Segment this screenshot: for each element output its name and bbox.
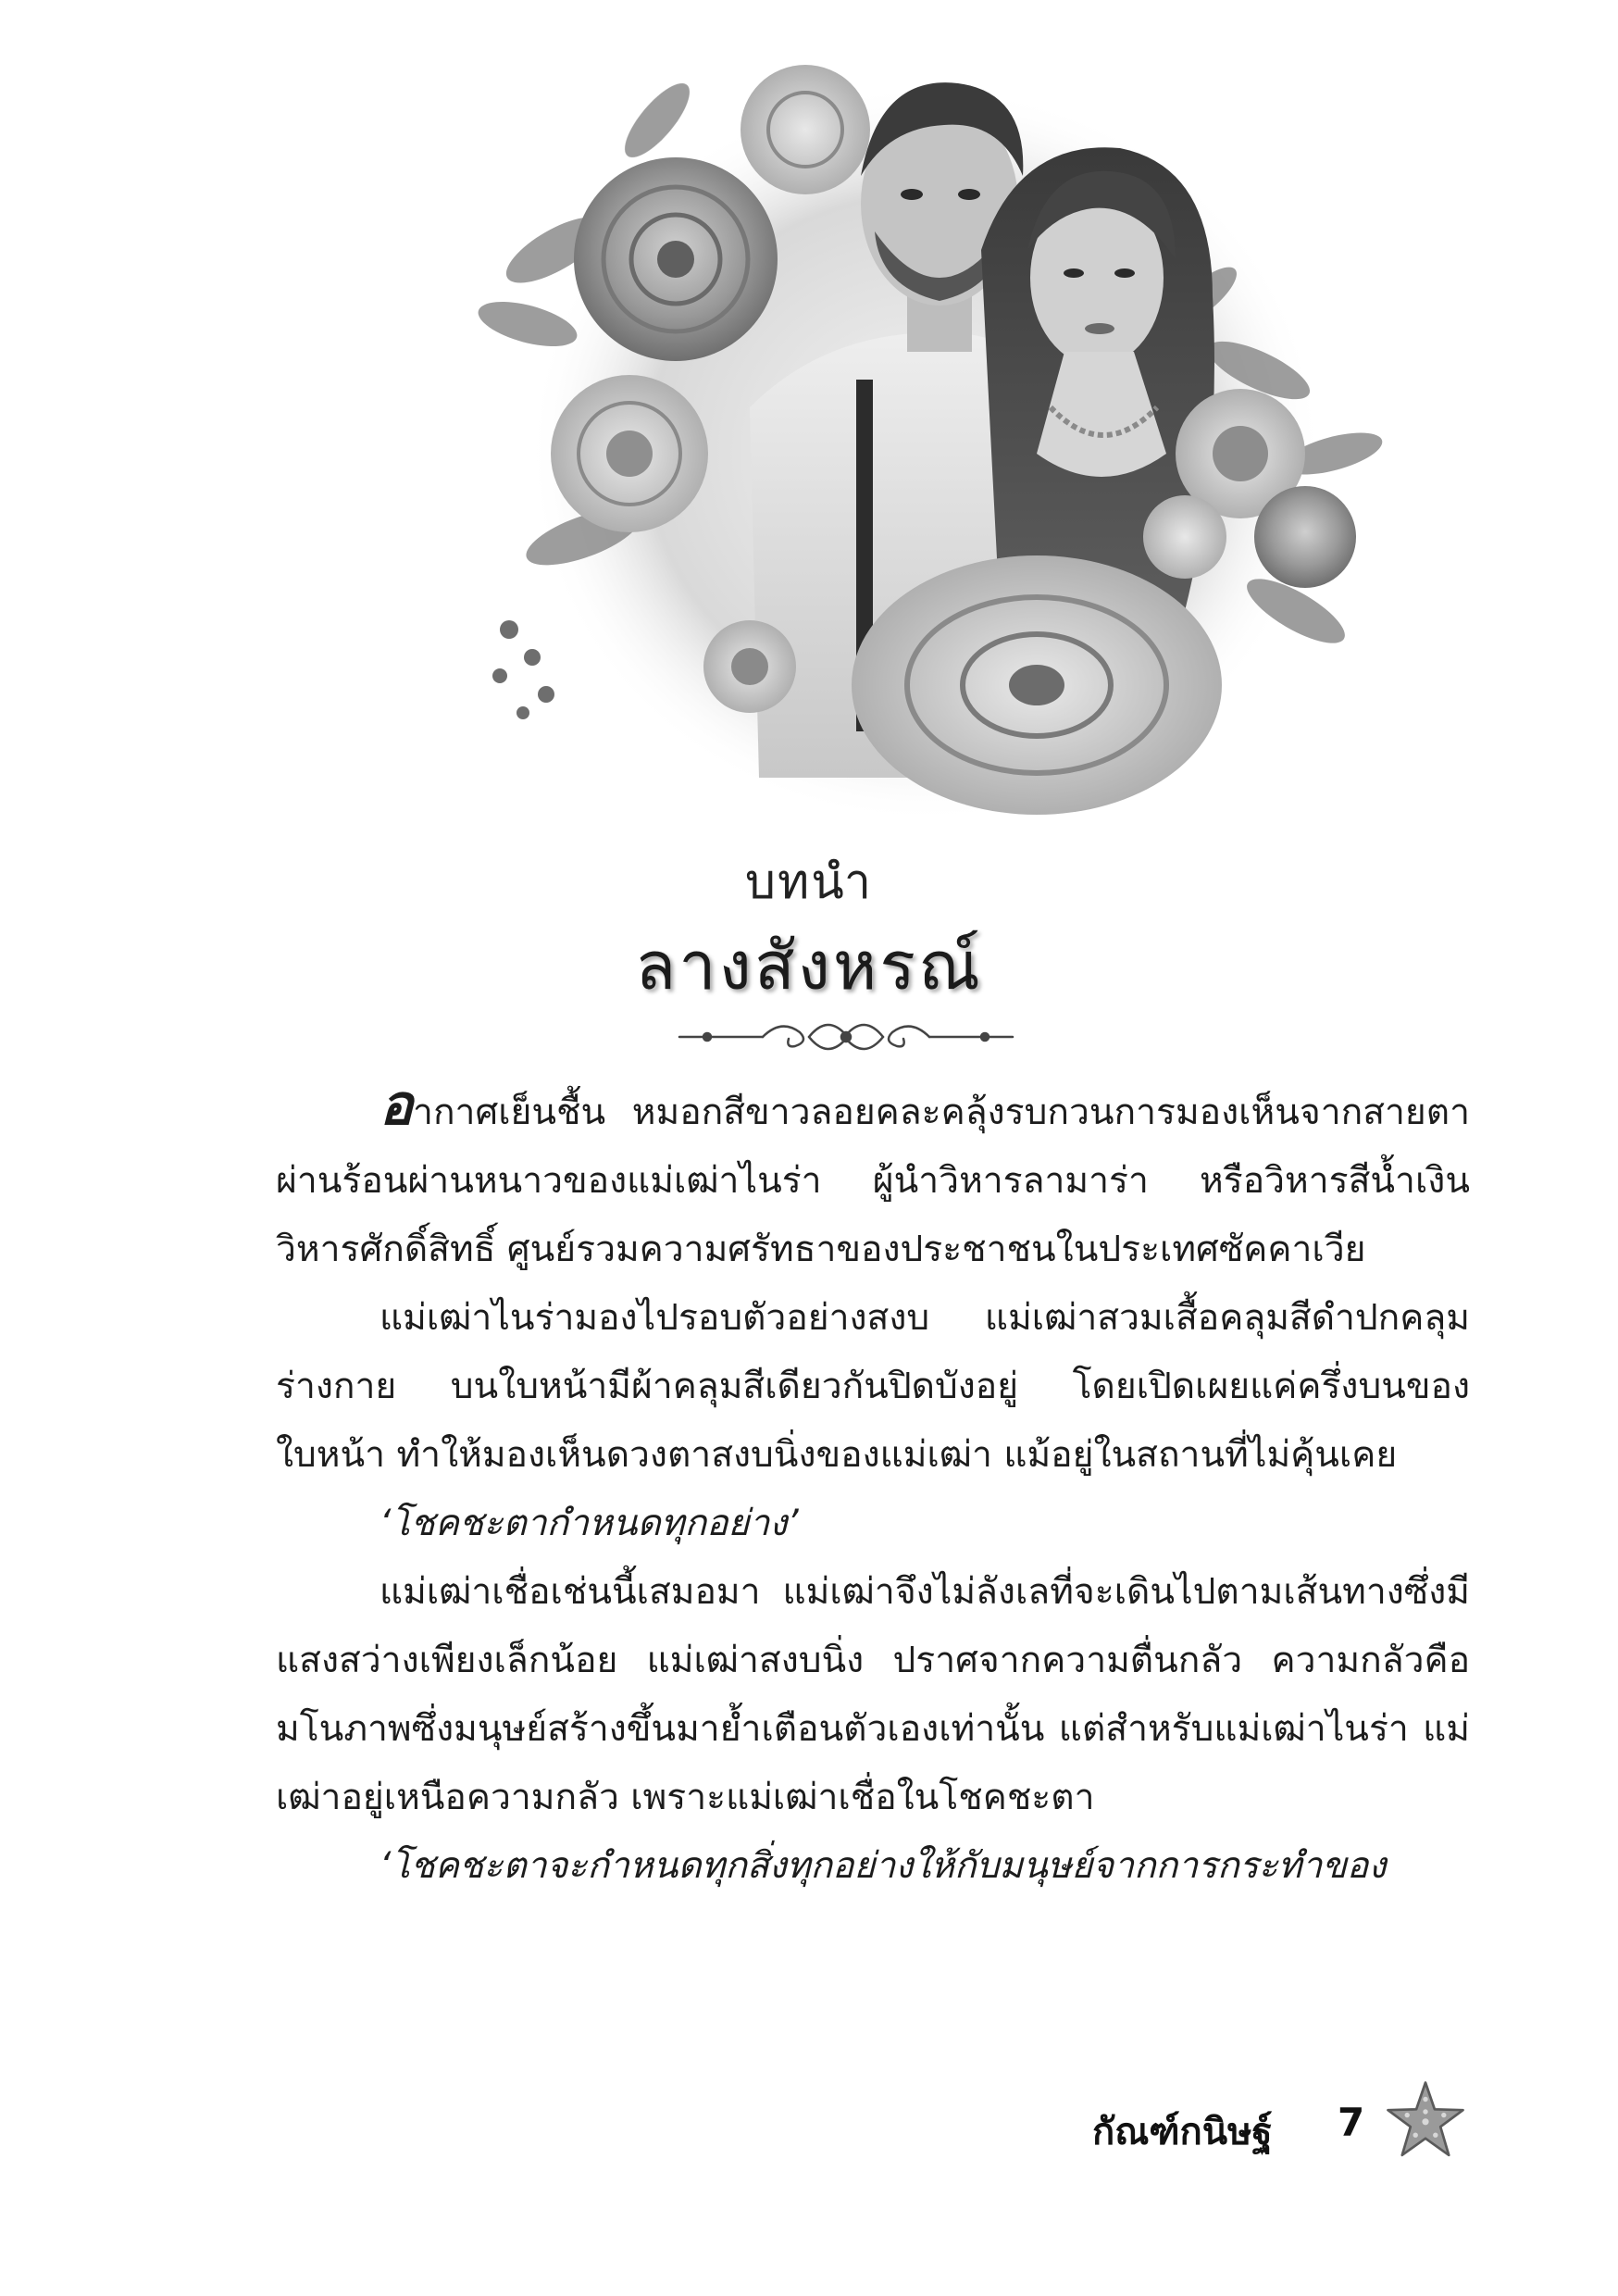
paragraph-2: แม่เฒ่าไนร่ามองไปรอบตัวอย่างสงบ แม่เฒ่าสวมเสื้อคลุมสีดำปกคลุมร่างกาย บนใบหน้ามีผ้าคลุมสีเดียวกันปิดบังอยู่ โดยเปิดเผยแค่ครึ่งบนของใบหน้า ทำให้มองเห็นดวงตาสงบนิ่งของแม่เฒ่า แม้อยู่ในสถานที่ไม่คุ้นเคย — [276, 1297, 1470, 1476]
footer-author: กัณฑ์กนิษฐ์ — [1092, 2111, 1273, 2153]
chapter-label: บทนำ — [744, 855, 874, 910]
quote-1: ‘โชคชะตากำหนดทุกอย่าง’ — [380, 1503, 799, 1544]
paragraph-3: แม่เฒ่าเชื่อเช่นนี้เสมอมา แม่เฒ่าจึงไม่ลังเลที่จะเดินไปตามเส้นทางซึ่งมีแสงสว่างเพียงเล็กน้อย แม่เฒ่าสงบนิ่ง ปราศจากความตื่นกลัว ความกลัวคือมโนภาพซึ่งมนุษย์สร้างขึ้นมาย้ำเตือนตัวเองเท่านั้น แต่สำหรับแม่เฒ่าไนร่า แม่เฒ่าอยู่เหนือความกลัว เพราะแม่เฒ่าเชื่อในโชคชะตา — [276, 1571, 1470, 1818]
page-number: 7 — [1338, 2100, 1365, 2145]
flourish-ornament — [670, 1009, 1022, 1065]
starfish-icon — [1384, 2078, 1467, 2162]
paragraph-1 — [276, 1073, 1470, 1284]
quote-2: ‘โชคชะตาจะกำหนดทุกสิ่งทุกอย่างให้กับมนุษย์จากการกระทำของ — [380, 1845, 1387, 1887]
drop-letter: อ — [380, 1073, 414, 1138]
couple-with-roses-illustration — [444, 19, 1407, 852]
paragraph-1-text: ากาศเย็นชื้น หมอกสีขาวลอยคละคลุ้งรบกวนการมองเห็นจากสายตาผ่านร้อนผ่านหนาวของแม่เฒ่าไนร่า ผู้นำวิหารลามาร่า หรือวิหารสีน้ำเงิน วิหารศักดิ์สิทธิ์ ศูนย์รวมความศรัทธาของประชาชนในประเทศซัคคาเวีย — [276, 1092, 1470, 1270]
chapter-title: ลางสังหรณ์ — [635, 927, 983, 1004]
body-text — [276, 1073, 1470, 1901]
